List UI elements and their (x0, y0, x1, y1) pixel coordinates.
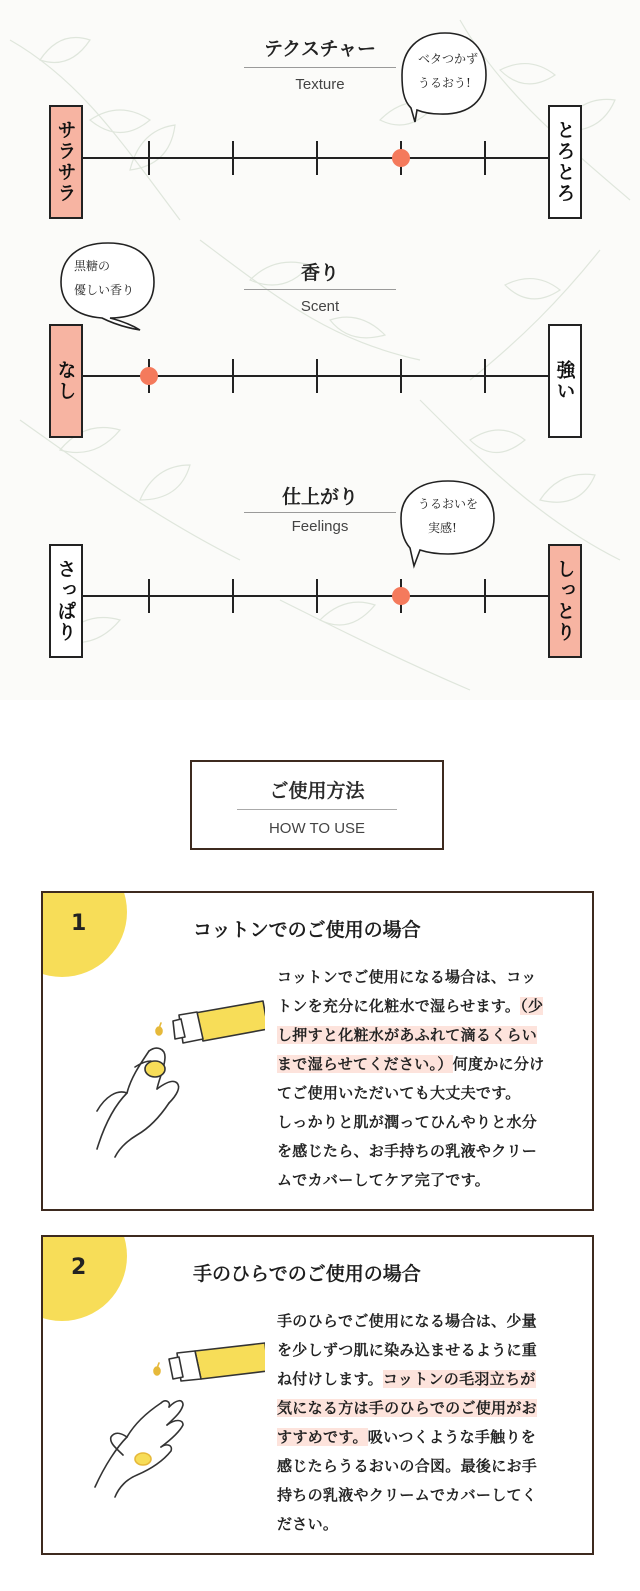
texture-title: テクスチャー (263, 38, 377, 60)
step-title: 手のひらでのご使用の場合 (193, 1263, 421, 1285)
how-to-use-heading (190, 760, 444, 850)
feelings-right-label-box (548, 544, 582, 658)
line-highlight: すすめです。 (277, 1428, 368, 1446)
feelings-bubble-text (418, 492, 478, 540)
texture-subtitle: Texture (295, 76, 345, 93)
step-line (277, 1021, 575, 1050)
feelings-speech-bubble (398, 478, 498, 570)
feelings-right-label: しっとり (553, 559, 576, 643)
bubble-line: ベタつかず (418, 52, 479, 66)
line-highlight: コットンの毛羽立ちが (382, 1370, 536, 1388)
step-line: を少しずつ肌に染み込ませるように重 (277, 1341, 538, 1359)
step-line (277, 1394, 575, 1423)
step-line (277, 1050, 575, 1079)
bubble-line: うるおう! (418, 76, 471, 90)
line-text: ね付けします。 (277, 1370, 383, 1388)
scent-right-label: 強い (553, 360, 576, 402)
texture-right-label: とろとろ (553, 120, 576, 204)
bubble-line: うるおいを (418, 497, 479, 511)
step-line (277, 1423, 575, 1452)
feelings-tick (232, 579, 234, 613)
step-line: てご使用いただいても大丈夫です。 (277, 1084, 521, 1102)
feelings-scale (0, 0, 640, 670)
line-highlight: 気になる方は手のひらでのご使用がお (277, 1399, 537, 1417)
cotton-hand-illustration (65, 993, 265, 1158)
feelings-left-label-box (49, 544, 83, 658)
feelings-title: 仕上がり (281, 486, 358, 508)
bubble-line: 黒糖の (74, 259, 111, 273)
step-number: 2 (71, 1255, 87, 1280)
step-card-cotton (41, 891, 594, 1211)
feelings-title-rule (244, 512, 396, 513)
step-line: 感じたらうるおいの合図。最後にお手 (277, 1457, 538, 1475)
feelings-subtitle: Feelings (291, 518, 349, 535)
scent-title: 香り (300, 262, 339, 284)
how-to-use-subtitle: HOW TO USE (268, 820, 366, 837)
step-line: コットンでご使用になる場合は、コッ (277, 968, 537, 986)
palm-hand-illustration (65, 1337, 265, 1502)
line-highlight: まで湿らせてください。） (277, 1055, 453, 1073)
step-card-palm (41, 1235, 594, 1555)
step-line: ださい。 (277, 1515, 339, 1533)
scent-subtitle: Scent (300, 298, 340, 315)
scent-left-label: なし (54, 360, 77, 402)
step-line: ムでカバーしてケア完了です。 (277, 1171, 491, 1189)
how-to-use-rule (237, 809, 397, 810)
step-title: コットンでのご使用の場合 (193, 919, 421, 941)
step-line: 手のひらでご使用になる場合は、少量 (277, 1312, 537, 1330)
line-highlight: （少 (520, 997, 544, 1015)
feelings-tick (316, 579, 318, 613)
texture-left-label: サラサラ (54, 120, 77, 204)
step-description (277, 1307, 575, 1539)
bubble-line: 優しい香り (74, 283, 135, 297)
step-line (277, 992, 575, 1021)
line-text: トンを充分に化粧水で湿らせます。 (277, 997, 521, 1015)
step-line (277, 1365, 575, 1394)
feelings-left-label: さっぱり (54, 559, 77, 643)
line-text: 何度かに分け (452, 1055, 545, 1073)
step-number: 1 (71, 911, 87, 936)
line-highlight: し押すと化粧水があふれて滴るくらい (277, 1026, 538, 1044)
how-to-use-title: ご使用方法 (269, 780, 365, 802)
feelings-value-dot (392, 587, 410, 605)
line-text: 吸いつくような手触りを (367, 1428, 537, 1446)
feelings-tick (148, 579, 150, 613)
step-line: を感じたら、お手持ちの乳液やクリー (277, 1142, 538, 1160)
bubble-line: 実感! (428, 521, 457, 535)
feelings-tick (484, 579, 486, 613)
step-description (277, 963, 575, 1195)
step-line: しっかりと肌が潤ってひんやりと水分 (277, 1113, 538, 1131)
step-line: 持ちの乳液やクリームでカバーしてく (277, 1486, 538, 1504)
